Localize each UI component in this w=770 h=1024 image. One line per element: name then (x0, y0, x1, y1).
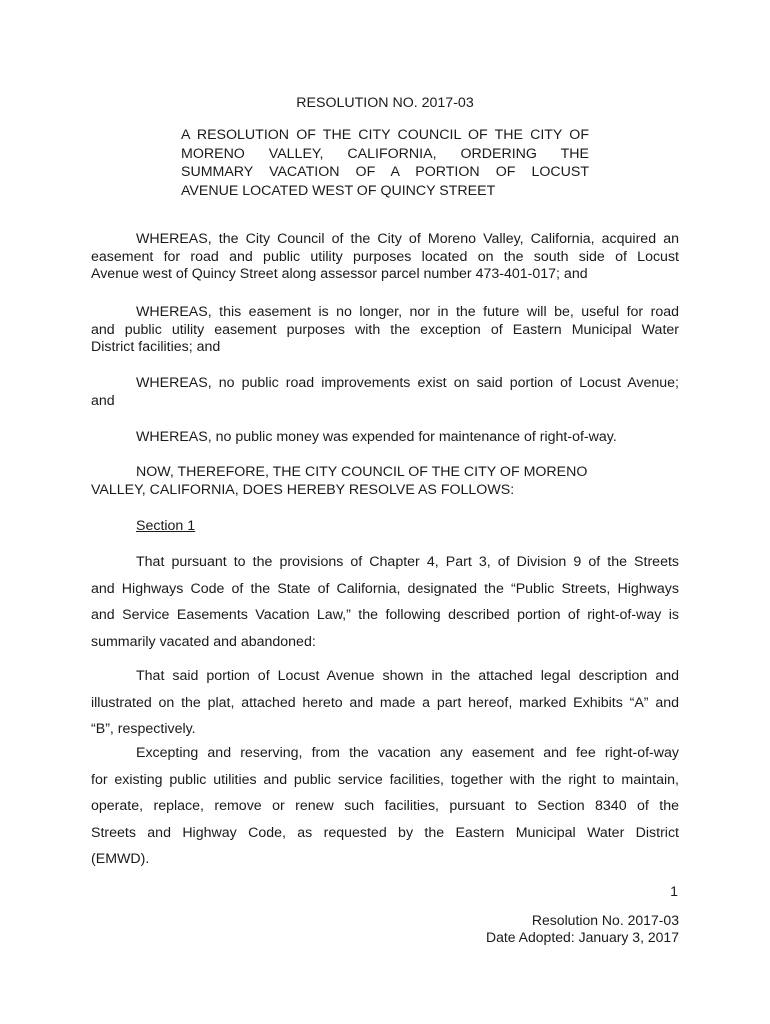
paragraph-line: That pursuant to the provisions of Chapter 4, Part 3, of Division 9 of the Streets (136, 554, 679, 570)
paragraph-line: That said portion of Locust Avenue shown in the attached legal description and (136, 668, 679, 684)
section-paragraph-1 (91, 549, 679, 655)
paragraph-line: Streets and Highway Code, as requested by the Eastern Municipal Water District (91, 824, 679, 841)
whereas-paragraph-4 (91, 429, 679, 447)
paragraph-line: for existing public utilities and public service facilities, together with the right to maintain, (91, 771, 679, 788)
paragraph-line: Avenue west of Quincy Street along assessor parcel number 473-401-017; and (91, 266, 588, 283)
paragraph-line: easement for road and public utility purposes located on the south side of Locust (91, 248, 679, 265)
page-footer (486, 912, 679, 946)
whereas-paragraph-1 (91, 231, 679, 284)
resolution-title: RESOLUTION NO. 2017-03 (296, 95, 474, 111)
paragraph-line: and (91, 392, 115, 409)
heading-line: MORENO VALLEY, CALIFORNIA, ORDERING THE (181, 145, 589, 162)
whereas-paragraph-2 (91, 304, 679, 357)
footer-resolution-number: Resolution No. 2017-03 (531, 912, 679, 928)
footer-date-adopted: Date Adopted: January 3, 2017 (485, 929, 679, 945)
heading-line: AVENUE LOCATED WEST OF QUINCY STREET (181, 182, 496, 199)
resolution-heading (181, 126, 589, 200)
page-number: 1 (670, 884, 678, 900)
paragraph-line: illustrated on the plat, attached hereto and made a part hereof, marked Exhibits “A” and (91, 694, 679, 711)
heading-line: A RESOLUTION OF THE CITY COUNCIL OF THE CITY OF (181, 127, 589, 143)
paragraph-line: summarily vacated and abandoned: (91, 633, 316, 650)
paragraph-line: (EMWD). (91, 851, 150, 867)
paragraph-line: WHEREAS, the City Council of the City of Moreno Valley, California, acquired an (136, 231, 679, 247)
paragraph-line: and public utility easement purposes with the exception of Eastern Municipal Water (91, 321, 679, 338)
paragraph-line: and Highways Code of the State of California, designated the “Public Streets, Highways (91, 580, 679, 597)
paragraph-line: and Service Easements Vacation Law,” the following described portion of right-of-way is (91, 607, 679, 623)
paragraph-line: Excepting and reserving, from the vacation any easement and fee right-of-way (136, 745, 679, 761)
paragraph-line: District facilities; and (91, 339, 221, 356)
paragraph-line: WHEREAS, no public money was expended for maintenance of right-of-way. (136, 429, 617, 445)
resolve-paragraph (91, 464, 679, 499)
paragraph-line: WHEREAS, no public road improvements exist on said portion of Locust Avenue; (136, 375, 679, 391)
section-paragraph-2 (91, 663, 679, 743)
paragraph-line: WHEREAS, this easement is no longer, nor in the future will be, useful for road (136, 304, 679, 320)
paragraph-line: operate, replace, remove or renew such facilities, pursuant to Section 8340 of the (91, 798, 679, 814)
paragraph-line: “B”, respectively. (91, 721, 196, 737)
section-paragraph-3 (91, 740, 679, 873)
paragraph-line: NOW, THEREFORE, THE CITY COUNCIL OF THE CITY OF MORENO (136, 464, 588, 480)
heading-line: SUMMARY VACATION OF A PORTION OF LOCUST (181, 164, 589, 180)
whereas-paragraph-3 (91, 375, 679, 410)
paragraph-line: VALLEY, CALIFORNIA, DOES HEREBY RESOLVE AS FOLLOWS: (91, 481, 515, 498)
section-title: Section 1 (136, 518, 196, 534)
